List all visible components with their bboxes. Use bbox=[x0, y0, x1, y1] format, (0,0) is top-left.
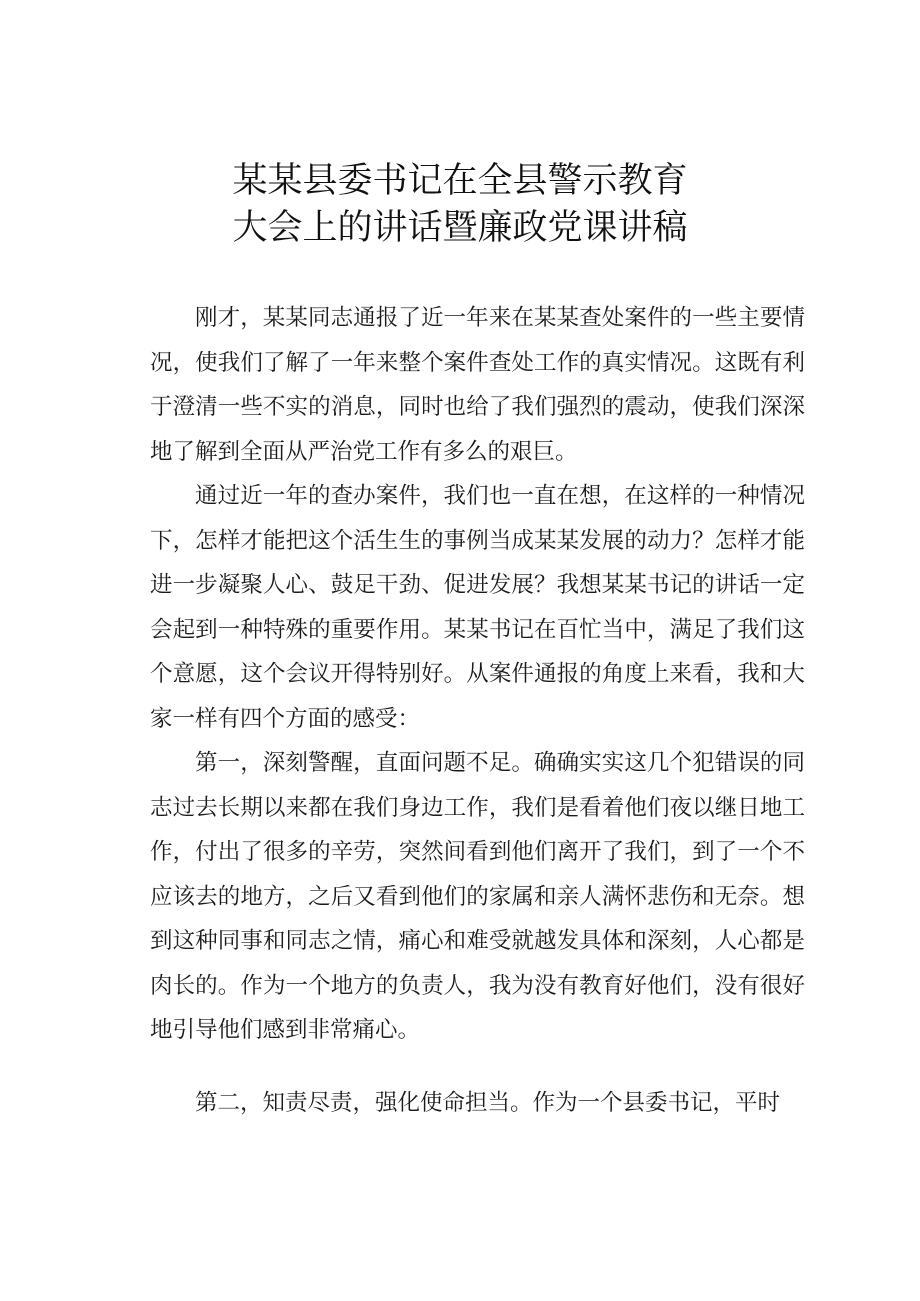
paragraph: 刚才，某某同志通报了近一年来在某某查处案件的一些主要情况，使我们了解了一年来整个案件查处工作的真实情况。这既有利于澄清一些不实的消息，同时也给了我们强烈的震动，使我们深深地了解到全面从严治党工作有多么的艰巨。 bbox=[150, 305, 805, 465]
document-title bbox=[0, 158, 920, 252]
document-body bbox=[150, 296, 805, 1125]
paragraph: 通过近一年的查办案件，我们也一直在想，在这样的一种情况下，怎样才能把这个活生生的事例当成某某发展的动力？怎样才能进一步凝聚人心、鼓足干劲、促进发展？我想某某书记的讲话一定会起到一种特殊的重要作用。某某书记在百忙当中，满足了我们这个意愿，这个会议开得特别好。从案件通报的角度上来看，我和大家一样有四个方面的感受： bbox=[150, 483, 805, 732]
title-line-1: 某某县委书记在全县警示教育 bbox=[232, 161, 688, 201]
title-line-2: 大会上的讲话暨廉政党课讲稿 bbox=[232, 208, 688, 248]
paragraph: 第二，知责尽责，强化使命担当。作为一个县委书记，平时 bbox=[195, 1089, 781, 1116]
paragraph: 第一，深刻警醒，直面问题不足。确确实实这几个犯错误的同志过去长期以来都在我们身边工作，我们是看着他们夜以继日地工作，付出了很多的辛劳，突然间看到他们离开了我们，到了一个不应该去的地方，之后又看到他们的家属和亲人满怀悲伤和无奈。想到这种同事和同志之情，痛心和难受就越发具体和深刻，人心都是肉长的。作为一个地方的负责人，我为没有教育好他们，没有很好地引导他们感到非常痛心。 bbox=[150, 750, 805, 1043]
